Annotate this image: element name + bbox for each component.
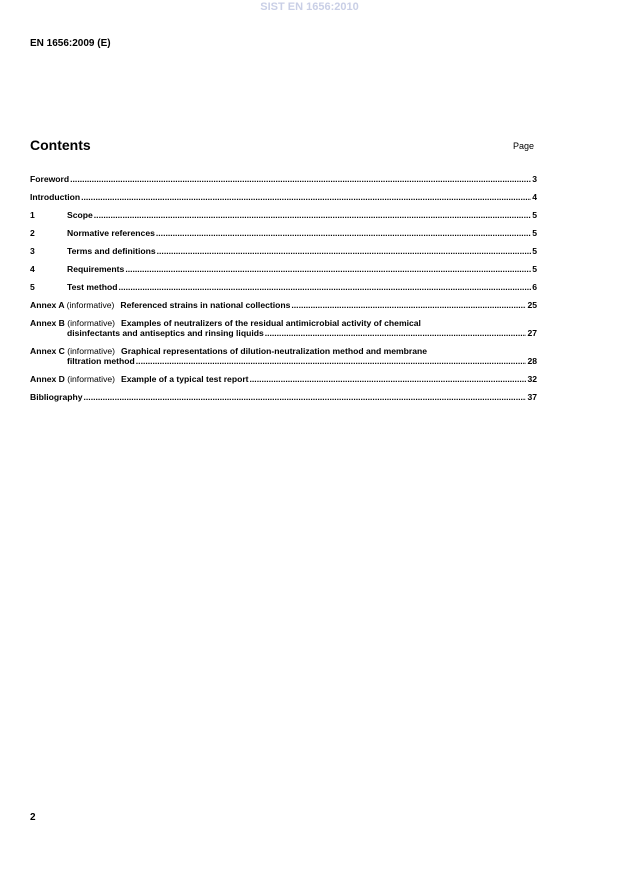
toc-entry-test-method[interactable] xyxy=(30,282,537,292)
toc-entry-page: 25 xyxy=(527,300,537,310)
toc-entry-title: Referenced strains in national collections xyxy=(120,300,291,310)
toc-entry-title: Example of a typical test report xyxy=(121,374,249,384)
toc-entry-number: 4 xyxy=(30,264,35,274)
toc-entry-title-line2: filtration method xyxy=(67,356,135,366)
toc-entry-annex-a[interactable] xyxy=(30,300,537,310)
toc-entry-title-line2: disinfectants and antiseptics and rinsing liquids xyxy=(67,328,264,338)
page-column-label: Page xyxy=(513,141,535,151)
toc-entry-annex-d[interactable] xyxy=(30,374,537,384)
toc-entry-requirements[interactable] xyxy=(30,264,537,274)
contents-title: Contents xyxy=(30,137,91,153)
toc-entry-foreword[interactable] xyxy=(30,174,537,184)
annex-informative: (informative) xyxy=(67,346,116,356)
toc-annex-label xyxy=(30,374,115,384)
toc-entry-title: Introduction xyxy=(30,192,81,202)
page-number: 2 xyxy=(30,812,36,823)
toc-entry-page: 5 xyxy=(532,264,537,274)
toc-entry-bibliography[interactable] xyxy=(30,392,537,402)
toc-leader xyxy=(136,356,527,366)
toc-entry-page: 3 xyxy=(532,174,537,184)
toc-entry-title: Bibliography xyxy=(30,392,83,402)
toc-leader xyxy=(70,174,531,184)
annex-informative: (informative) xyxy=(66,300,115,310)
toc-entry-title: Scope xyxy=(67,210,93,220)
toc-entry-page: 5 xyxy=(532,228,537,238)
toc-annex-label xyxy=(30,300,114,310)
watermark: SIST EN 1656:2010 xyxy=(260,1,359,13)
toc-entry-normative-references[interactable] xyxy=(30,228,537,238)
toc-entry-number: 5 xyxy=(30,282,35,292)
toc-leader xyxy=(156,228,531,238)
annex-id: Annex B xyxy=(30,318,65,328)
toc-entry-page: 37 xyxy=(527,392,537,402)
toc-entry-introduction[interactable] xyxy=(30,192,537,202)
toc-leader xyxy=(250,374,527,384)
toc-entry-page: 5 xyxy=(532,210,537,220)
toc-entry-page: 28 xyxy=(527,356,537,366)
toc-entry-annex-b[interactable] xyxy=(30,318,537,338)
toc-entry-scope[interactable] xyxy=(30,210,537,220)
toc-annex-label xyxy=(30,318,115,328)
toc-entry-page: 6 xyxy=(532,282,537,292)
annex-informative: (informative) xyxy=(67,318,116,328)
toc-leader xyxy=(291,300,526,310)
table-of-contents xyxy=(30,174,537,402)
toc-entry-number: 1 xyxy=(30,210,35,220)
annex-id: Annex D xyxy=(30,374,65,384)
toc-entry-page: 32 xyxy=(527,374,537,384)
toc-entry-page: 4 xyxy=(532,192,537,202)
toc-leader xyxy=(125,264,531,274)
toc-entry-number: 2 xyxy=(30,228,35,238)
toc-entry-title-line1: Examples of neutralizers of the residual antimicrobial activity of chemical xyxy=(121,318,421,328)
toc-leader xyxy=(81,192,531,202)
toc-entry-title: Terms and definitions xyxy=(67,246,156,256)
toc-leader xyxy=(157,246,532,256)
toc-entry-page: 27 xyxy=(527,328,537,338)
annex-id: Annex A xyxy=(30,300,65,310)
toc-entry-title: Requirements xyxy=(67,264,125,274)
toc-annex-label xyxy=(30,346,115,356)
toc-entry-title: Test method xyxy=(67,282,118,292)
toc-entry-terms-and-definitions[interactable] xyxy=(30,246,537,256)
toc-leader xyxy=(265,328,527,338)
toc-leader xyxy=(118,282,531,292)
toc-entry-title: Foreword xyxy=(30,174,70,184)
toc-entry-number: 3 xyxy=(30,246,35,256)
annex-informative: (informative) xyxy=(67,374,116,384)
toc-entry-title-line1: Graphical representations of dilution-neutralization method and membrane xyxy=(121,346,428,356)
toc-leader xyxy=(84,392,527,402)
document-id: EN 1656:2009 (E) xyxy=(30,38,111,49)
annex-id: Annex C xyxy=(30,346,65,356)
toc-leader xyxy=(94,210,531,220)
toc-entry-title: Normative references xyxy=(67,228,155,238)
toc-entry-page: 5 xyxy=(532,246,537,256)
toc-entry-annex-c[interactable] xyxy=(30,346,537,366)
